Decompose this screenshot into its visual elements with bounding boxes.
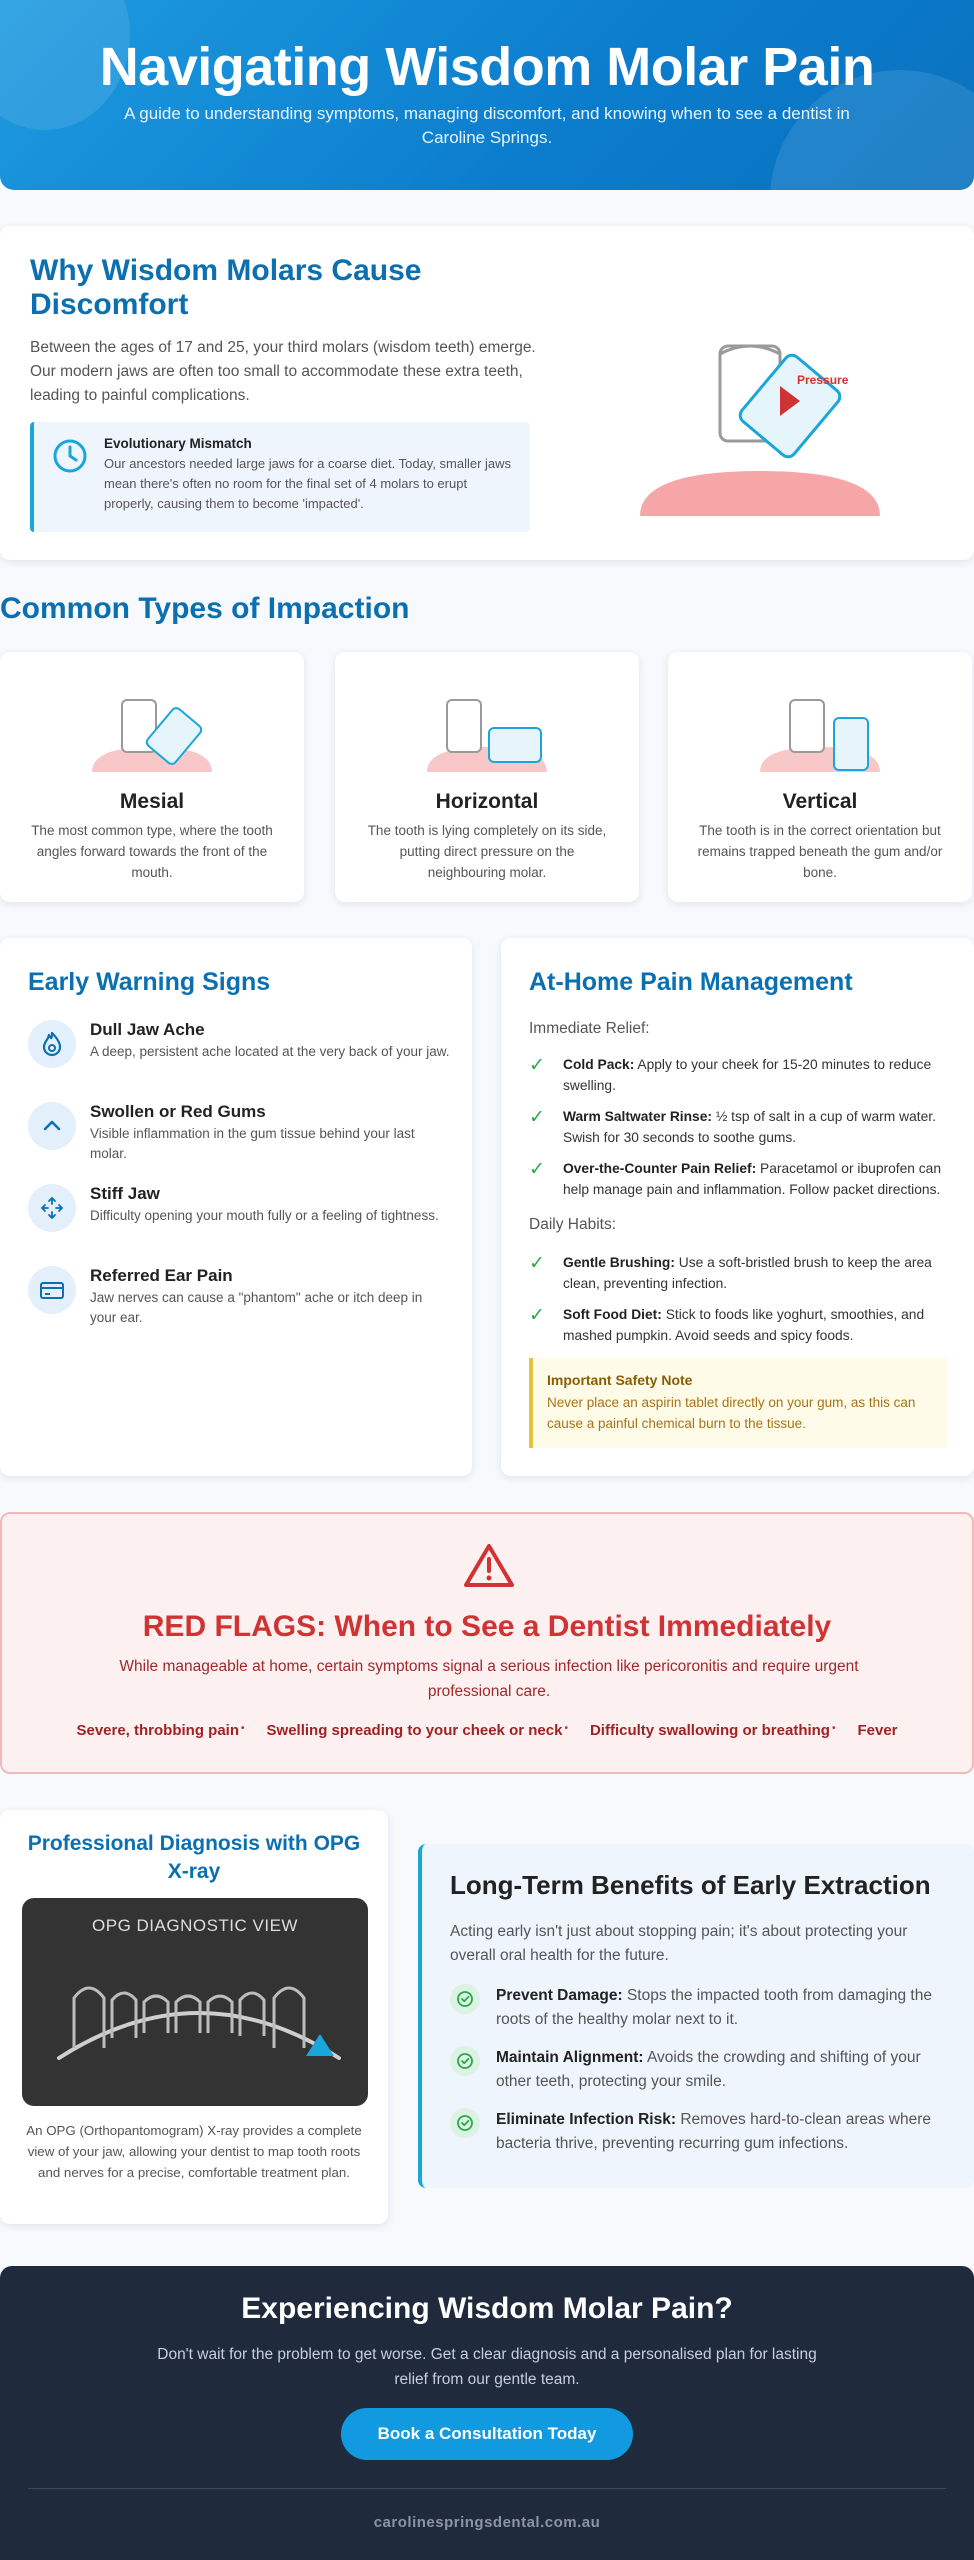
red-flags-list <box>2 1722 972 1739</box>
benefits-panel <box>418 1844 974 2188</box>
tip-text: Use a soft-bristled brush to keep the area clean, preventing infection. <box>563 1255 932 1291</box>
tip-title: Over-the-Counter Pain Relief: <box>563 1161 757 1176</box>
chevron-up-icon <box>28 1102 76 1150</box>
opg-screen-label: OPG DIAGNOSTIC VIEW <box>92 1916 298 1935</box>
type-card-mesial <box>0 652 304 902</box>
tip-text: Apply to your cheek for 15-20 minutes to reduce swelling. <box>563 1057 932 1093</box>
red-flag-item: Fever <box>857 1722 898 1739</box>
sign-title: Referred Ear Pain <box>90 1266 233 1285</box>
benefit-text: Removes hard-to-clean areas where bacteria thrive, preventing recurring gum infections. <box>496 2111 932 2152</box>
footer-title: Experiencing Wisdom Molar Pain? <box>241 2292 733 2325</box>
footer-body: Don't wait for the problem to get worse. Get a clear diagnosis and a personalised plan for lasting relief from our gentle team. <box>157 2346 817 2388</box>
types-title: Common Types of Impaction <box>0 592 410 625</box>
sign-item <box>28 1184 448 1254</box>
opg-caption: An OPG (Orthopantomogram) X-ray provides a complete view of your jaw, allowing your dentist to map tooth roots and nerves for a precise, comfortable treatment plan. <box>26 2123 362 2180</box>
why-intro: Between the ages of 17 and 25, your third molars (wisdom teeth) emerge. Our modern jaws are often too small to accommodate these extra teeth, leading to painful complications. <box>30 339 536 404</box>
warning-signs-panel <box>0 938 472 1476</box>
red-flags-section <box>0 1512 974 1774</box>
opg-screen <box>22 1898 368 2106</box>
hero-banner <box>0 0 974 190</box>
note-title: Evolutionary Mismatch <box>104 436 252 451</box>
type-desc: The tooth is in the correct orientation but remains trapped beneath the gum and/or bone. <box>697 823 943 880</box>
check-icon: ✓ <box>529 1055 545 1076</box>
red-flags-title: RED FLAGS: When to See a Dentist Immediately <box>142 1610 832 1643</box>
home-management-panel <box>501 938 974 1476</box>
benefits-intro: Acting early isn't just about stopping pain; it's about protecting your overall oral health for the future. <box>450 1923 908 1964</box>
type-name: Vertical <box>782 790 858 813</box>
pressure-label: Pressure <box>797 373 849 387</box>
check-circle-icon <box>450 1984 480 2014</box>
daily-habits-label: Daily Habits: <box>529 1216 616 1233</box>
check-icon: ✓ <box>529 1253 545 1274</box>
home-title: At-Home Pain Management <box>529 968 853 996</box>
footer-divider <box>28 2488 946 2489</box>
tip-title: Warm Saltwater Rinse: <box>563 1109 712 1124</box>
check-icon: ✓ <box>529 1305 545 1326</box>
safety-title: Important Safety Note <box>547 1372 693 1388</box>
red-flag-item: Swelling spreading to your cheek or neck • <box>266 1722 568 1739</box>
footer-cta <box>0 2266 974 2560</box>
flame-icon <box>28 1020 76 1068</box>
check-icon: ✓ <box>529 1107 545 1128</box>
book-consultation-button[interactable]: Book a Consultation Today <box>341 2408 633 2460</box>
check-icon: ✓ <box>529 1159 545 1180</box>
mesial-tooth-icon <box>92 692 212 772</box>
horizontal-tooth-icon <box>427 692 547 772</box>
gum-shape <box>640 471 880 516</box>
benefit-title: Prevent Damage: <box>496 1987 623 2004</box>
xray-teeth-icon <box>54 1978 344 2078</box>
type-card-vertical <box>668 652 972 902</box>
opg-title: Professional Diagnosis with OPG X-ray <box>27 1832 361 1883</box>
website-link[interactable]: carolinespringsdental.com.au <box>373 2514 601 2531</box>
card-icon <box>28 1266 76 1314</box>
tip-title: Cold Pack: <box>563 1057 635 1072</box>
benefit-title: Maintain Alignment: <box>496 2049 644 2066</box>
type-name: Horizontal <box>435 790 539 813</box>
sign-item <box>28 1266 448 1336</box>
evolution-note <box>30 422 530 532</box>
page-subtitle: A guide to understanding symptoms, managing discomfort, and knowing when to see a dentist in Caroline Springs. <box>124 104 850 147</box>
red-flag-item: Severe, throbbing pain • <box>76 1722 245 1739</box>
sign-desc: Jaw nerves can cause a "phantom" ache or itch deep in your ear. <box>90 1290 423 1325</box>
note-body: Our ancestors needed large jaws for a coarse diet. Today, smaller jaws mean there's often no room for the final set of 4 molars to erupt properly, causing them to become 'impacted'. <box>104 456 512 511</box>
immediate-relief-label: Immediate Relief: <box>529 1020 650 1037</box>
warning-triangle-icon <box>463 1542 515 1588</box>
benefit-title: Eliminate Infection Risk: <box>496 2111 677 2128</box>
tip-text: Paracetamol or ibuprofen can help manage pain and inflammation. Follow packet directions. <box>563 1161 942 1197</box>
type-desc: The most common type, where the tooth angles forward towards the front of the mouth. <box>31 823 273 880</box>
safety-body: Never place an aspirin tablet directly on your gum, as this can cause a painful chemical burn to the tissue. <box>547 1395 916 1431</box>
type-card-horizontal <box>335 652 639 902</box>
why-title: Why Wisdom Molars Cause Discomfort <box>30 254 422 321</box>
sign-title: Swollen or Red Gums <box>90 1102 266 1121</box>
page-title: Navigating Wisdom Molar Pain <box>99 37 875 97</box>
sign-desc: Difficulty opening your mouth fully or a feeling of tightness. <box>90 1208 439 1223</box>
benefits-title: Long-Term Benefits of Early Extraction <box>450 1870 931 1900</box>
expand-icon <box>28 1184 76 1232</box>
type-name: Mesial <box>119 790 185 813</box>
sign-item <box>28 1102 448 1172</box>
tip-title: Gentle Brushing: <box>563 1255 675 1270</box>
clock-icon <box>52 438 88 474</box>
why-section <box>0 226 974 560</box>
check-circle-icon <box>450 2046 480 2076</box>
tip-text: Stick to foods like yoghurt, smoothies, and mashed pumpkin. Avoid seeds and spicy foods. <box>563 1307 925 1343</box>
sign-desc: Visible inflammation in the gum tissue behind your last molar. <box>90 1126 415 1161</box>
red-flag-item: Difficulty swallowing or breathing • <box>589 1722 836 1739</box>
sign-desc: A deep, persistent ache located at the very back of your jaw. <box>90 1044 450 1059</box>
tip-text: ½ tsp of salt in a cup of warm water. Swish for 30 seconds to soothe gums. <box>563 1109 936 1145</box>
type-desc: The tooth is lying completely on its side, putting direct pressure on the neighbouring molar. <box>367 823 607 880</box>
sign-title: Dull Jaw Ache <box>90 1020 205 1039</box>
red-flags-body: While manageable at home, certain symptoms signal a serious infection like pericoronitis and require urgent professional care. <box>119 1658 859 1700</box>
warning-title: Early Warning Signs <box>28 968 271 996</box>
opg-panel <box>0 1810 388 2224</box>
tooth-pressure-illustration <box>630 326 890 526</box>
vertical-tooth-icon <box>760 692 880 772</box>
benefit-text: Stops the impacted tooth from damaging the roots of the healthy molar next to it. <box>496 1987 932 2028</box>
sign-title: Stiff Jaw <box>90 1184 160 1203</box>
sign-item <box>28 1020 448 1090</box>
tip-title: Soft Food Diet: <box>563 1307 662 1322</box>
check-circle-icon <box>450 2108 480 2138</box>
benefit-text: Avoids the crowding and shifting of your other teeth, protecting your smile. <box>496 2049 921 2090</box>
safety-note <box>529 1358 947 1448</box>
